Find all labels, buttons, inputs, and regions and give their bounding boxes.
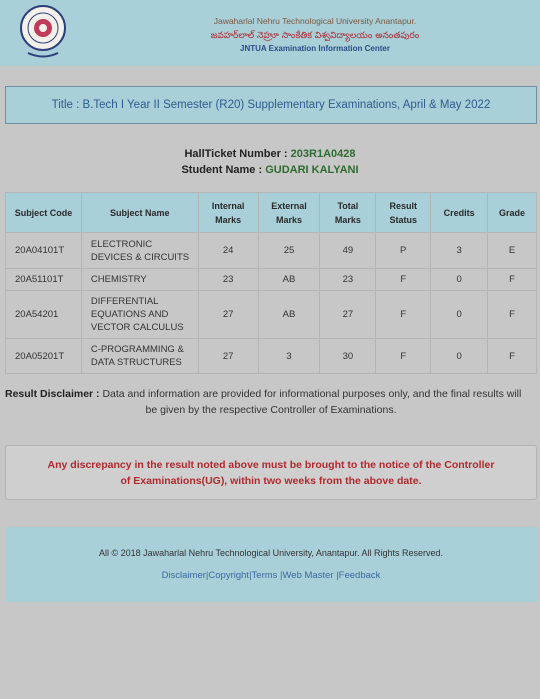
footer-link-disclaimer[interactable]: Disclaimer xyxy=(161,570,206,581)
credits: 0 xyxy=(431,269,488,291)
total-marks: 27 xyxy=(320,291,376,339)
result-status: F xyxy=(376,291,431,339)
grade: F xyxy=(488,339,537,374)
student-name-label: Student Name : xyxy=(181,164,263,176)
discrepancy-notice: Any discrepancy in the result noted above must be brought to the notice of the Controller of Examinations(UG), within two weeks from the above date. xyxy=(5,445,537,500)
footer-link-copyright[interactable]: Copyright xyxy=(208,570,250,581)
internal-marks: 27 xyxy=(198,339,258,374)
grade: F xyxy=(488,269,537,291)
disclaimer-text-continued: be given by the respective Controller of Examinations. xyxy=(145,404,397,416)
university-name-telugu: జవహర్‌లాల్ నెహ్రూ సాంకేతిక విశ్వవిద్యాలయం అనంతపురం xyxy=(210,31,420,41)
col-subject-code: Subject Code xyxy=(6,193,82,233)
exam-title: Title : B.Tech I Year II Semester (R20) Supplementary Examinations, April & May 2022 xyxy=(5,86,537,124)
subject-code: 20A54201 xyxy=(6,291,82,339)
subject-code: 20A51101T xyxy=(6,269,82,291)
hall-ticket-number: 203R1A0428 xyxy=(290,148,356,160)
subject-code: 20A04101T xyxy=(6,233,82,269)
total-marks: 49 xyxy=(320,233,376,269)
footer-link-web-master[interactable]: Web Master xyxy=(282,570,334,581)
result-status: F xyxy=(376,339,431,374)
table-row xyxy=(6,269,537,291)
external-marks: 25 xyxy=(258,233,320,269)
credits: 3 xyxy=(431,233,488,269)
university-logo-icon xyxy=(18,4,68,62)
internal-marks: 24 xyxy=(198,233,258,269)
table-row xyxy=(6,233,537,269)
external-marks: 3 xyxy=(258,339,320,374)
subject-name: C-PROGRAMMING & DATA STRUCTURES xyxy=(81,339,198,374)
grade: F xyxy=(488,291,537,339)
internal-marks: 27 xyxy=(198,291,258,339)
result-status: P xyxy=(376,233,431,269)
col-subject-name: Subject Name xyxy=(81,193,198,233)
external-marks: AB xyxy=(258,269,320,291)
col-total-marks: Total Marks xyxy=(320,193,376,233)
copyright-text: All © 2018 Jawaharlal Nehru Technological University, Anantapur. All Rights Reserved. xyxy=(99,548,443,558)
results-table xyxy=(5,192,537,374)
subject-code: 20A05201T xyxy=(6,339,82,374)
external-marks: AB xyxy=(258,291,320,339)
table-row xyxy=(6,291,537,339)
hall-ticket-label: HallTicket Number : xyxy=(184,148,288,160)
exam-center-name: JNTUA Examination Information Center xyxy=(240,44,390,53)
col-external-marks: External Marks xyxy=(258,193,320,233)
col-grade: Grade xyxy=(488,193,537,233)
footer-link-terms[interactable]: Terms xyxy=(251,570,278,581)
total-marks: 30 xyxy=(320,339,376,374)
subject-name: DIFFERENTIAL EQUATIONS AND VECTOR CALCULUS xyxy=(81,291,198,339)
credits: 0 xyxy=(431,339,488,374)
col-result-status: Result Status xyxy=(376,193,431,233)
table-header-row xyxy=(6,193,537,233)
subject-name: ELECTRONIC DEVICES & CIRCUITS xyxy=(81,233,198,269)
footer-link-feedback[interactable]: Feedback xyxy=(338,570,381,581)
credits: 0 xyxy=(431,291,488,339)
disclaimer-text: Data and information are provided for informational purposes only, and the final results will xyxy=(99,388,522,400)
student-name: GUDARI KALYANI xyxy=(265,164,359,176)
table-row xyxy=(6,339,537,374)
site-header xyxy=(0,0,540,66)
student-name-row xyxy=(0,164,540,176)
internal-marks: 23 xyxy=(198,269,258,291)
footer-links: Disclaimer|Copyright|Terms |Web Master |Feedback xyxy=(161,570,381,581)
col-credits: Credits xyxy=(431,193,488,233)
university-name-english: Jawaharlal Nehru Technological University Anantapur. xyxy=(213,16,417,26)
result-disclaimer xyxy=(5,386,537,418)
grade: E xyxy=(488,233,537,269)
hall-ticket-row xyxy=(0,148,540,160)
disclaimer-label: Result Disclaimer : xyxy=(5,388,100,400)
col-internal-marks: Internal Marks xyxy=(198,193,258,233)
result-status: F xyxy=(376,269,431,291)
subject-name: CHEMISTRY xyxy=(81,269,198,291)
site-footer xyxy=(5,527,537,602)
total-marks: 23 xyxy=(320,269,376,291)
